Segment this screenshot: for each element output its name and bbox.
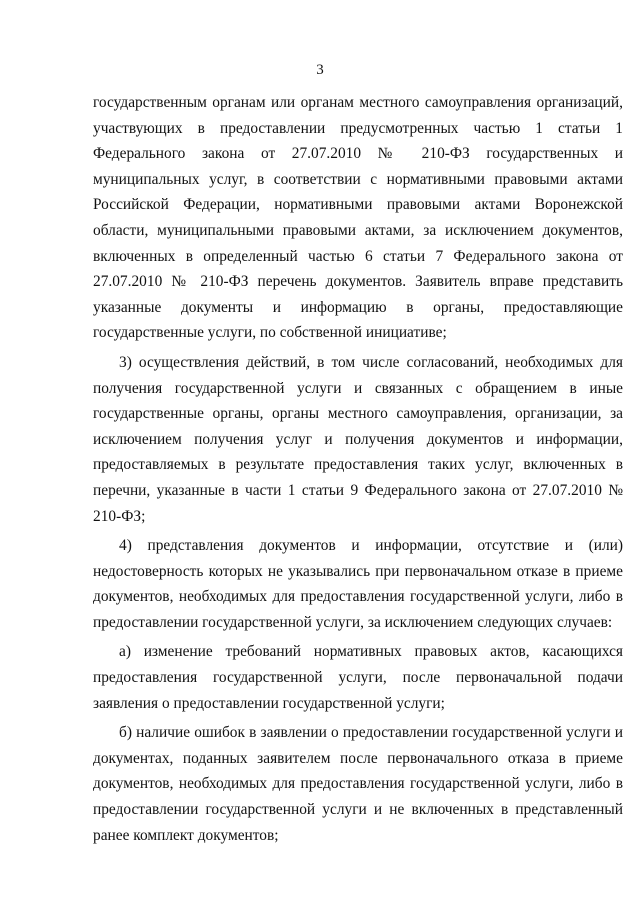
paragraph-item-3: 3) осуществления действий, в том числе согласований, необходимых для получения государственной услуги и связанных с обращением в иные государственные органы, органы местного самоуправления, организации, за исключением получения услуг и получения документов и информации, предоставляемых в результате предоставления таких услуг, включенных в перечни, указанные в части 1 статьи 9 Федерального закона от 27.07.2010 № 210-ФЗ; bbox=[93, 353, 623, 525]
page-number: 3 bbox=[316, 62, 324, 78]
document-body bbox=[93, 90, 623, 848]
paragraph-subitem-b: б) наличие ошибок в заявлении о предоставлении государственной услуги и документах, поданных заявителем после первоначального отказа в приеме документов, необходимых для предоставления государственной услуги, либо в предоставлении государственной услуги и не включенных в представленный ранее комплект документов; bbox=[93, 724, 623, 844]
paragraph-subitem-a: а) изменение требований нормативных правовых актов, касающихся предоставления государственной услуги, после первоначальной подачи заявления о предоставлении государственной услуги; bbox=[93, 643, 623, 712]
paragraph-continuation: государственным органам или органам местного самоуправления организаций, участвующих в предоставлении предусмотренных частью 1 статьи 1 Федерального закона от 27.07.2010 № 210-ФЗ государственных и муниципальных услуг, в соответствии с нормативными правовыми актами Российской Федерации, нормативными правовыми актами Воронежской области, муниципальными правовыми актами, за исключением документов, включенных в определенный частью 6 статьи 7 Федерального закона от 27.07.2010 № 210-ФЗ перечень документов. Заявитель вправе представить указанные документы и информацию в органы, предоставляющие государственные услуги, по собственной инициативе; bbox=[93, 94, 623, 342]
paragraph-item-4: 4) представления документов и информации, отсутствие и (или) недостоверность которых не указывались при первоначальном отказе в приеме документов, необходимых для предоставления государственной услуги, либо в предоставлении государственной услуги, за исключением следующих случаев: bbox=[93, 537, 623, 631]
